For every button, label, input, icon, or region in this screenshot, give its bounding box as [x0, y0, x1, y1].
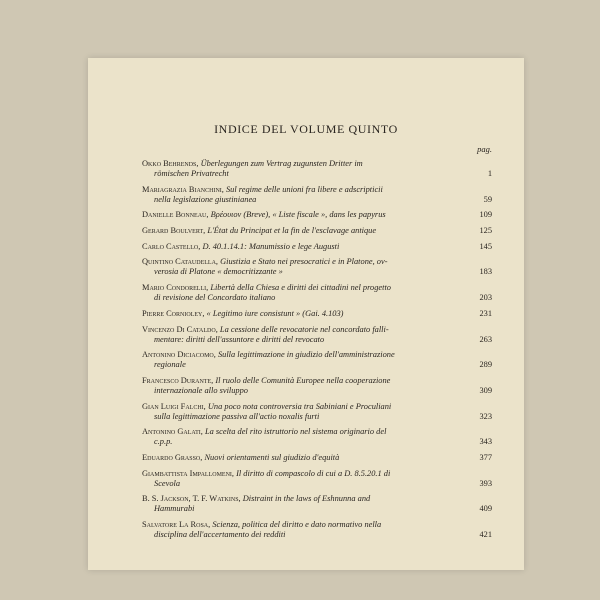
toc-entry [142, 453, 492, 463]
toc-entry [142, 402, 492, 422]
toc-page-number: 231 [479, 308, 492, 318]
toc-work-title: Distraint in the laws of Eshnunna and [242, 494, 371, 504]
toc-work-title-continued: disciplina dell'accertamento dei redditi [154, 530, 286, 539]
toc-entry [142, 226, 492, 236]
toc-author: Antonino Galati, [142, 427, 203, 437]
toc-work-title: L'État du Principat et la fin de l'esclavage antique [207, 226, 377, 236]
toc-author: Antonino Diciacomo, [142, 350, 216, 360]
toc-page-number: 145 [479, 241, 492, 251]
toc-entry [142, 350, 492, 370]
toc-author: Francesco Durante, [142, 375, 214, 385]
toc-work-title: La cessione delle revocatorie nel concordato falli- [219, 324, 389, 334]
toc-page-number: 289 [479, 360, 492, 370]
toc-entry [142, 185, 492, 205]
toc-work-title-continued: verosia di Platone « democritizzante » [154, 267, 283, 277]
toc-page-number: 377 [479, 452, 492, 462]
toc-work-title: « Legitimo iure consistunt » (Gai. 4.103) [206, 308, 344, 318]
toc-work-title: Il diritto di compascolo di cui a D. 8.5.20.1 di [236, 468, 391, 478]
toc-work-title-continued: regionale [154, 360, 186, 370]
toc-entry [142, 520, 492, 540]
toc-page-number: 203 [479, 293, 492, 303]
toc-entry [142, 283, 492, 303]
toc-author: Gerard Boulvert, [142, 226, 206, 236]
toc-work-title-continued: römischen Privatrecht [154, 169, 229, 178]
toc-entry [142, 242, 492, 252]
toc-entry [142, 469, 492, 489]
toc-page-number: 323 [479, 411, 492, 421]
toc-author: Eduardo Grasso, [142, 452, 203, 462]
book-page [88, 58, 524, 570]
toc-work-title: Überlegungen zum Vertrag zugunsten Dritter im [200, 159, 363, 168]
pag-label: pag. [477, 144, 492, 154]
toc-work-title: Una poco nota controversia tra Sabiniani e Proculiani [207, 401, 392, 411]
toc-work-title: Βρέουιον (Breve), « Liste fiscale », dans les papyrus [210, 210, 386, 220]
toc-work-title: D. 40.1.14.1: Manumissio e lege Augusti [202, 241, 340, 251]
toc-author: Salvatore La Rosa, [142, 520, 211, 529]
toc-author: Mario Condorelli, [142, 283, 209, 293]
toc-work-title-continued: nella legislazione giustinianea [154, 194, 257, 204]
table-of-contents [142, 159, 492, 546]
toc-author: Carlo Castello, [142, 241, 201, 251]
toc-work-title: Il ruolo delle Comunità Europee nella cooperazione [215, 375, 391, 385]
toc-entry [142, 325, 492, 345]
toc-author: Quintino Cataudella, [142, 257, 218, 267]
toc-work-title: Nuovi orientamenti sul giudizio d'equità [204, 452, 340, 462]
toc-page-number: 59 [483, 194, 492, 204]
toc-page-number: 393 [479, 478, 492, 488]
toc-page-number: 125 [479, 226, 492, 236]
page-title: INDICE DEL VOLUME QUINTO [214, 122, 398, 136]
toc-page-number: 421 [479, 530, 492, 539]
toc-author: B. S. Jackson, T. F. Watkins, [142, 494, 241, 504]
toc-page-number: 109 [479, 210, 492, 220]
toc-page-number: 409 [479, 504, 492, 514]
toc-work-title: Libertà della Chiesa e diritti dei cittadini nel progetto [210, 283, 391, 293]
toc-work-title: Sulla legittimazione in giudizio dell'amministrazione [217, 350, 395, 360]
toc-author: Okko Behrends, [142, 159, 199, 168]
toc-work-title: Giustizia e Stato nei presocratici e in Platone, ov- [220, 257, 388, 267]
toc-entry [142, 210, 492, 220]
toc-entry [142, 309, 492, 319]
toc-author: Giambattista Impallomeni, [142, 468, 234, 478]
toc-entry [142, 494, 492, 514]
toc-author: Gian Luigi Falchi, [142, 401, 206, 411]
toc-page-number: 1 [487, 169, 492, 178]
toc-entry [142, 257, 492, 277]
toc-page-number: 309 [479, 385, 492, 395]
toc-author: Mariagrazia Bianchini, [142, 184, 224, 194]
toc-page-number: 183 [479, 267, 492, 277]
toc-page-number: 263 [479, 334, 492, 344]
toc-work-title: La scelta del rito istruttorio nel sistema originario del [204, 427, 387, 437]
toc-work-title-continued: mentare: diritti dell'assuntore e diritti del revocato [154, 334, 325, 344]
toc-work-title: Sul regime delle unioni fra libere e adscripticii [225, 184, 383, 194]
toc-author: Vincenzo Di Cataldo, [142, 324, 218, 334]
toc-entry [142, 159, 492, 179]
toc-work-title: Scienza, politica del diritto e dato normativo nella [212, 520, 382, 529]
toc-work-title-continued: c.p.p. [154, 437, 173, 447]
toc-author: Danielle Bonneau, [142, 210, 209, 220]
toc-author: Pierre Cornioley, [142, 308, 205, 318]
toc-work-title-continued: Scevola [154, 478, 181, 488]
toc-work-title-continued: internazionale allo sviluppo [154, 385, 248, 395]
toc-work-title-continued: di revisione del Concordato italiano [154, 293, 276, 303]
toc-work-title-continued: sulla legittimazione passiva all'actio noxalis furti [154, 411, 320, 421]
toc-entry [142, 376, 492, 396]
toc-page-number: 343 [479, 437, 492, 447]
toc-work-title-continued: Hammurabi [154, 504, 195, 514]
toc-entry [142, 427, 492, 447]
